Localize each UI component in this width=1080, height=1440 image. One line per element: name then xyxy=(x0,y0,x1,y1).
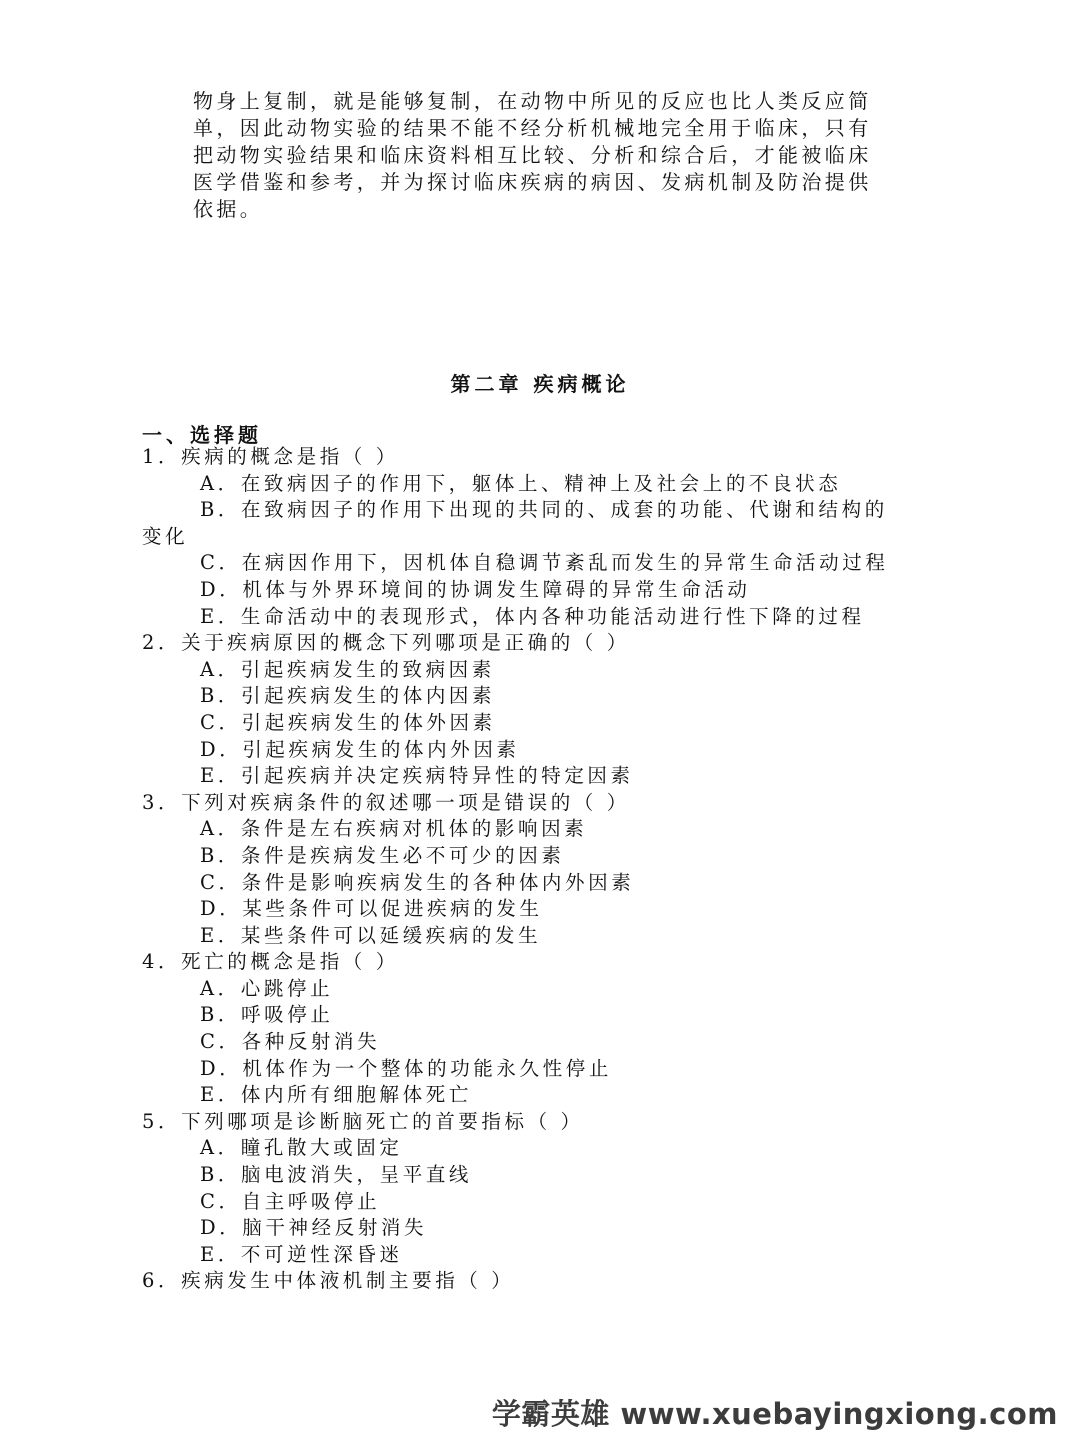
q1-option-b-continued: 变化 xyxy=(142,524,189,548)
q1-option-a: A．在致病因子的作用下，躯体上、精神上及社会上的不良状态 xyxy=(200,471,842,495)
q1-option-e: E．生命活动中的表现形式，体内各种功能活动进行性下降的过程 xyxy=(200,604,865,628)
q5-option-b: B．脑电波消失，呈平直线 xyxy=(200,1163,473,1187)
question-1-stem: 1．疾病的概念是指（ ） xyxy=(142,445,399,468)
question-4-stem: 4．死亡的概念是指（ ） xyxy=(142,950,399,974)
intro-line: 单，因此动物实验的结果不能不经分析机械地完全用于临床，只有 xyxy=(193,116,872,140)
q4-option-c: C．各种反射消失 xyxy=(200,1030,381,1054)
q3-option-c: C．条件是影响疾病发生的各种体内外因素 xyxy=(200,870,635,894)
chapter-title: 第二章 疾病概论 xyxy=(450,372,630,396)
q2-option-b: B．引起疾病发生的体内因素 xyxy=(200,684,496,708)
question-5-stem: 5．下列哪项是诊断脑死亡的首要指标（ ） xyxy=(142,1109,584,1133)
intro-line: 物身上复制，就是能够复制，在动物中所见的反应也比人类反应简 xyxy=(193,89,872,113)
question-list xyxy=(142,444,932,1295)
q2-option-d: D．引起疾病发生的体内外因素 xyxy=(200,737,520,761)
intro-line: 把动物实验结果和临床资料相互比较、分析和综合后，才能被临床 xyxy=(193,143,872,167)
q2-option-a: A．引起疾病发生的致病因素 xyxy=(200,657,495,681)
q1-option-c: C．在病因作用下，因机体自稳调节紊乱而发生的异常生命活动过程 xyxy=(200,551,889,575)
section-title: 一、选择题 xyxy=(142,423,262,447)
q5-option-a: A．瞳孔散大或固定 xyxy=(200,1136,403,1160)
q3-option-a: A．条件是左右疾病对机体的影响因素 xyxy=(200,817,588,841)
footer-watermark: 学霸英雄 www.xuebayingxiong.com xyxy=(491,1397,1058,1431)
question-2-stem: 2．关于疾病原因的概念下列哪项是正确的（ ） xyxy=(142,631,630,655)
q3-option-e: E．某些条件可以延缓疾病的发生 xyxy=(200,923,542,947)
intro-paragraph xyxy=(193,88,923,223)
q3-option-d: D．某些条件可以促进疾病的发生 xyxy=(200,897,543,921)
q4-option-b: B．呼吸停止 xyxy=(200,1003,334,1027)
q1-option-b: B．在致病因子的作用下出现的共同的、成套的功能、代谢和结构的 xyxy=(200,498,888,522)
question-3-stem: 3．下列对疾病条件的叙述哪一项是错误的（ ） xyxy=(142,790,630,814)
q1-option-d: D．机体与外界环境间的协调发生障碍的异常生命活动 xyxy=(200,577,751,601)
q4-option-e: E．体内所有细胞解体死亡 xyxy=(200,1083,472,1107)
q4-option-a: A．心跳停止 xyxy=(200,976,334,1000)
q5-option-e: E．不可逆性深昏迷 xyxy=(200,1242,403,1266)
q3-option-b: B．条件是疾病发生必不可少的因素 xyxy=(200,843,565,867)
q5-option-d: D．脑干神经反射消失 xyxy=(200,1216,428,1240)
question-6-stem: 6．疾病发生中体液机制主要指（ ） xyxy=(142,1269,515,1293)
q2-option-c: C．引起疾病发生的体外因素 xyxy=(200,710,496,734)
q5-option-c: C．自主呼吸停止 xyxy=(200,1189,381,1213)
intro-line: 依据。 xyxy=(193,197,264,221)
q4-option-d: D．机体作为一个整体的功能永久性停止 xyxy=(200,1056,612,1080)
intro-line: 医学借鉴和参考，并为探讨临床疾病的病因、发病机制及防治提供 xyxy=(193,170,872,194)
q2-option-e: E．引起疾病并决定疾病特异性的特定因素 xyxy=(200,764,634,788)
